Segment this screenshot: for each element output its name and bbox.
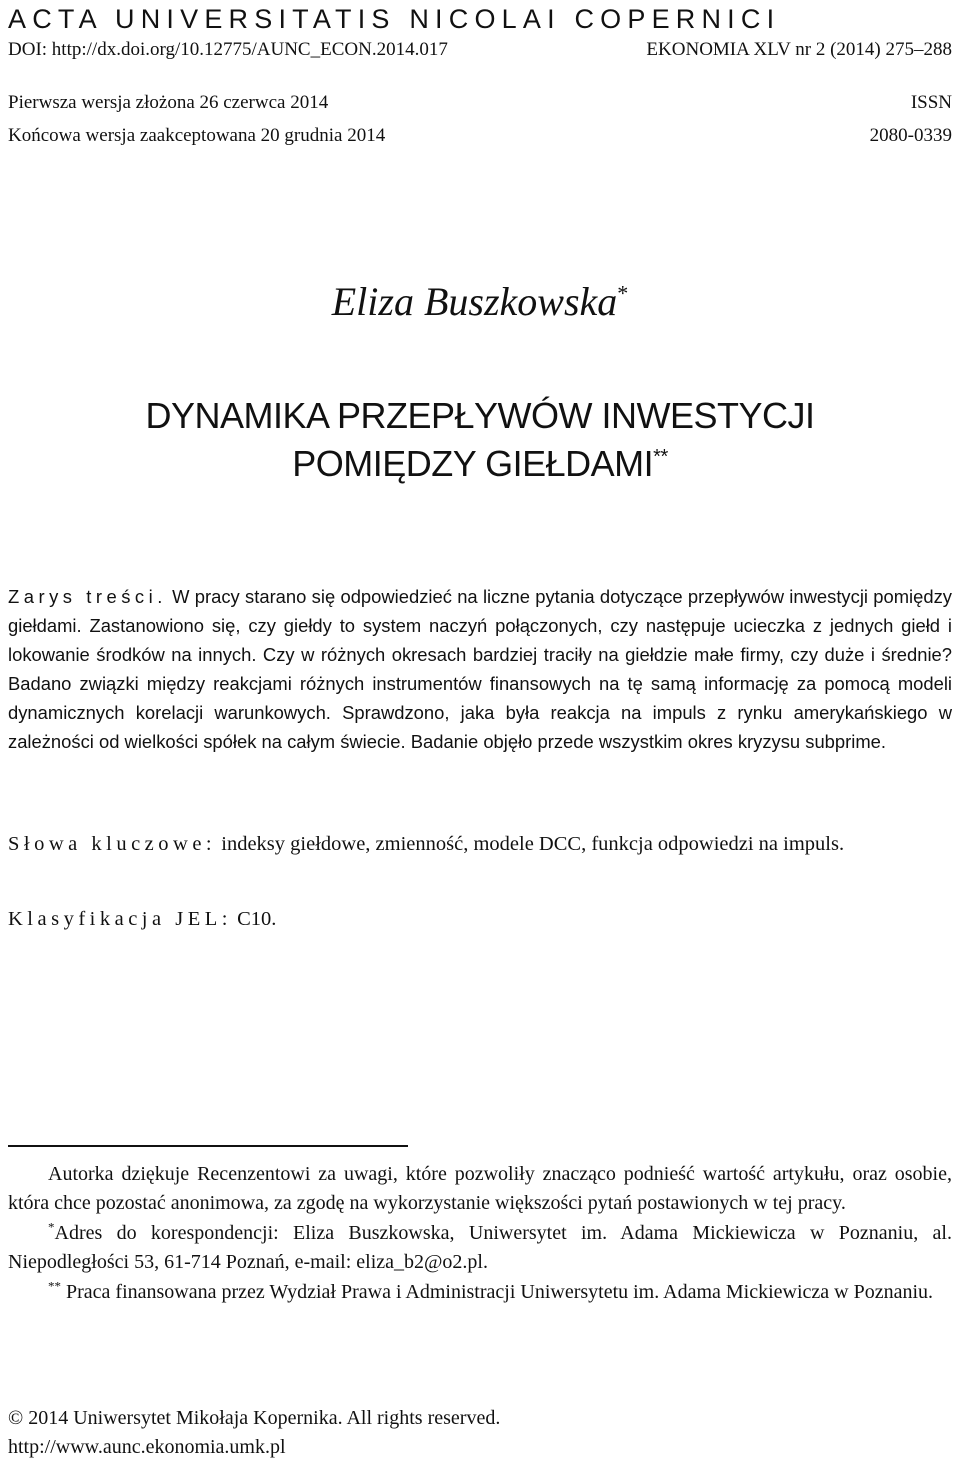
title-line-2 <box>8 440 952 488</box>
journal-title: ACTA UNIVERSITATIS NICOLAI COPERNICI <box>8 4 781 34</box>
doi-link[interactable]: DOI: http://dx.doi.org/10.12775/AUNC_ECON.2014.017 <box>8 39 448 60</box>
issue-info: EKONOMIA XLV nr 2 (2014) 275–288 <box>646 39 952 60</box>
doi-row <box>8 38 952 62</box>
title-line-2-text: POMIĘDZY GIEŁDAMI <box>292 443 654 484</box>
issn-label: ISSN <box>910 92 952 113</box>
footnote-2-text: Praca finansowana przez Wydział Prawa i Administracji Uniwersytetu im. Adama Mickiewicza w Poznaniu. <box>61 1280 934 1303</box>
footnote-1-text: Adres do korespondencji: Eliza Buszkowska, Uniwersytet im. Adama Mickiewicza w Poznaniu, al. Niepodległości 53, 61-714 Poznań, e-mail: eliza_b2@o2.pl. <box>8 1221 952 1274</box>
jel-text: C10. <box>231 908 277 930</box>
footnote-2-mark: ** <box>48 1277 61 1293</box>
keywords <box>8 829 952 859</box>
abstract-text: W pracy starano się odpowiedzieć na liczne pytania dotyczące przepływów inwestycji pomiędzy giełdami. Zastanowiono się, czy giełdy to system naczyń połączonych, czy następuje ucieczka z jednych giełd i lokowanie środków na innych. Czy w różnych okresach bardziej traciły na giełdzie małe firmy, czy duże i średnie? Badano związki między reakcjami różnych instrumentów finansowych na tę samą informację za pomocą modeli dynamicznych korelacji warunkowych. Sprawdzono, jaka była reakcja na impuls z rynku amerykańskiego w zależności od wielkości spółek na całym świecie. Badanie objęło przede wszystkim okres kryzysu subprime. <box>8 586 952 753</box>
dates-row-2 <box>8 124 952 148</box>
author-footnote-mark: * <box>617 280 629 306</box>
first-version-date: Pierwsza wersja złożona 26 czerwca 2014 <box>8 92 329 113</box>
title-line-1: DYNAMIKA PRZEPŁYWÓW INWESTYCJI <box>145 395 815 436</box>
dates-row <box>8 91 952 115</box>
journal-url[interactable]: http://www.aunc.ekonomia.umk.pl <box>8 1436 286 1458</box>
footnote-divider <box>8 1145 408 1147</box>
footnote-acknowledgement: Autorka dziękuje Recenzentowi za uwagi, które pozwoliły znacząco podnieść wartość artykułu, oraz osobie, która chce pozostać anonimowa, za zgodę na wykorzystanie większości pytań postawionych w tej pracy. <box>8 1163 952 1215</box>
copyright-notice: © 2014 Uniwersytet Mikołaja Kopernika. All rights reserved. <box>8 1407 501 1429</box>
final-version-date: Końcowa wersja zaakceptowana 20 grudnia 2014 <box>8 125 386 146</box>
keywords-label: Słowa kluczowe: <box>8 833 217 855</box>
footnote-1 <box>8 1219 952 1278</box>
author-name-text: Eliza Buszkowska <box>331 279 618 324</box>
keywords-text: indeksy giełdowe, zmienność, modele DCC, funkcja odpowiedzi na impuls. <box>216 833 845 855</box>
article-title <box>8 392 952 488</box>
title-footnote-mark: ** <box>653 446 668 468</box>
abstract-label: Zarys treści. <box>8 586 167 607</box>
author-name <box>8 278 952 326</box>
footnotes <box>8 1160 952 1307</box>
jel-label: Klasyfikacja JEL: <box>8 908 232 930</box>
copyright <box>8 1404 952 1462</box>
issn-number: 2080-0339 <box>869 125 952 146</box>
footnote-1-mark: * <box>48 1219 55 1235</box>
abstract <box>8 582 952 757</box>
jel-classification <box>8 904 952 934</box>
footnote-2 <box>8 1278 952 1307</box>
